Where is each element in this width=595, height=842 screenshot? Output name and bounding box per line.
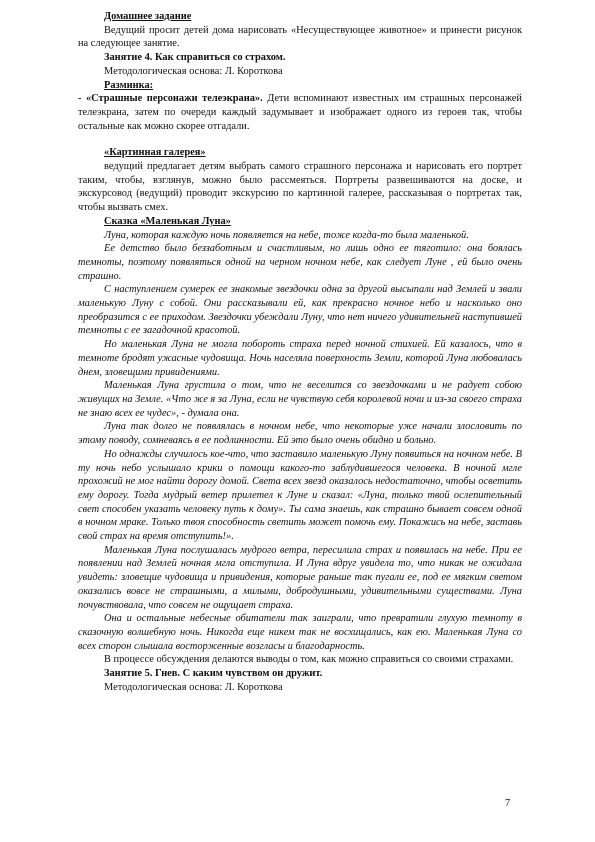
tale-paragraph: Она и остальные небесные обитатели так заиграли, что превратили глухую темноту в сказочную волшебную ночь. Никогда еще никем так не восхищались, как ею. Маленькая Луна со всех сторон слышала восторженные возгласы и благодарность.: [78, 613, 522, 652]
lesson-5-method: Методологическая основа: Л. Короткова: [104, 681, 283, 693]
lesson-4-method: Методологическая основа: Л. Короткова: [104, 65, 283, 77]
warmup-heading: Разминка:: [104, 79, 154, 91]
warmup-game-title: - «Страшные персонажи телеэкрана».: [78, 93, 263, 105]
tale-paragraph: Но однажды случилось кое-что, что заставило маленькую Луну появиться на ночном небе. В ту ночь небо услышало крики о помощи какого-то заблудившегося человека. В ночной мгле прохожий не мог найти дорогу домой. Света всех звезд оказалось недостаточно, чтобы осветить ему дорогу. Тогда мудрый ветер прилетел к Луне и сказал: «Луна, только твой ослепительный свет способен указать человеку путь к дому». Ты сама знаешь, как страшно бывает совсем одной в ночном мраке. Только твоя способность светить может помочь ему. Покажись на небе, заставь свой страх на время отступить!».: [78, 448, 522, 543]
lesson-4-title: Занятие 4. Как справиться со страхом.: [104, 52, 286, 64]
tale-paragraph: Луна так долго не появлялась в ночном небе, что некоторые уже начали злословить по этому поводу, сомневаясь в ее подлинности. Ей это было очень обидно и больно.: [78, 421, 522, 447]
page-number: 7: [505, 798, 511, 809]
tale-paragraph: Маленькая Луна послушалась мудрого ветра, пересилила страх и появилась на небе. При ее появлении над Землей ночная мгла отступила. И Луна вдруг увидела то, что никак не ожидала увидеть: зловещие чудовища и привидения, которые раньше так пугали ее, под ее мягким светом оказались вовсе не страшными, а милыми, добродушными, удивительными существами. Луна почувствовала, что совсем не ощущает страха.: [78, 544, 522, 611]
homework-heading: Домашнее задание: [104, 11, 192, 22]
tale-paragraph: Ее детство было беззаботным и счастливым, но лишь одно ее тяготило: она боялась темноты, поэтому появляться одной на черном ночном небе, как следует Луне , ей было очень страшно.: [78, 243, 522, 282]
tale-paragraph: Маленькая Луна грустила о том, что не веселится со звездочками и не радует собою живущих на Земле. «Что же я за Луна, если не чувствую себя королевой ночи и из-за своего страха не знаю всех ее чудес», - думала она.: [78, 380, 522, 419]
page-content: [78, 10, 522, 694]
lesson-5-title: Занятие 5. Гнев. С каким чувством он дружит.: [104, 668, 323, 680]
warmup-game-paragraph: [78, 92, 522, 133]
gallery-text: ведущий предлагает детям выбрать самого страшного персонажа и нарисовать его портрет таким, чтобы, взглянув, можно было рассмеяться. Портреты развешиваются на доске, и экскурсовод (ведущий) проводит экскурсию по картинной галерее, рассказывая о портретах так, чтобы вызвать смех.: [78, 161, 522, 214]
discussion-text: В процессе обсуждения делаются выводы о том, как можно справиться со своими страхами.: [104, 654, 514, 666]
homework-text: Ведущий просит детей дома нарисовать «Несуществующее животное» и принести рисунок на следующее занятие.: [78, 24, 522, 50]
warmup-game-text: Дети вспоминают известных им страшных персонажей телеэкрана, затем по очереди каждый задумывает и изображает одного из героев так, чтобы остальные как можно скорее отгадали.: [78, 93, 522, 132]
tale-heading: Сказка «Маленькая Луна»: [104, 215, 231, 227]
spacer: [78, 133, 522, 146]
gallery-heading: «Картинная галерея»: [104, 147, 206, 159]
tale-paragraph: Но маленькая Луна не могла побороть страха перед ночной стихией. Ей казалось, что в темноте бродят ужасные чудовища. Ночь населяла поверхность Земли, которой Луна любовалась днем, зловещими привидениями.: [78, 339, 522, 378]
tale-paragraph: С наступлением сумерек ее знакомые звездочки одна за другой высыпали над Землей и звали маленькую Луну с собой. Они рассказывали ей, как прекрасно ночное небо и насколько оно преобразится с ее приходом. Звездочки убеждали Луну, что нет ничего удивительней наступившей темноты с ее загадочной красотой.: [78, 284, 522, 337]
tale-paragraph: Луна, которая каждую ночь появляется на небе, тоже когда-то была маленькой.: [104, 229, 469, 241]
